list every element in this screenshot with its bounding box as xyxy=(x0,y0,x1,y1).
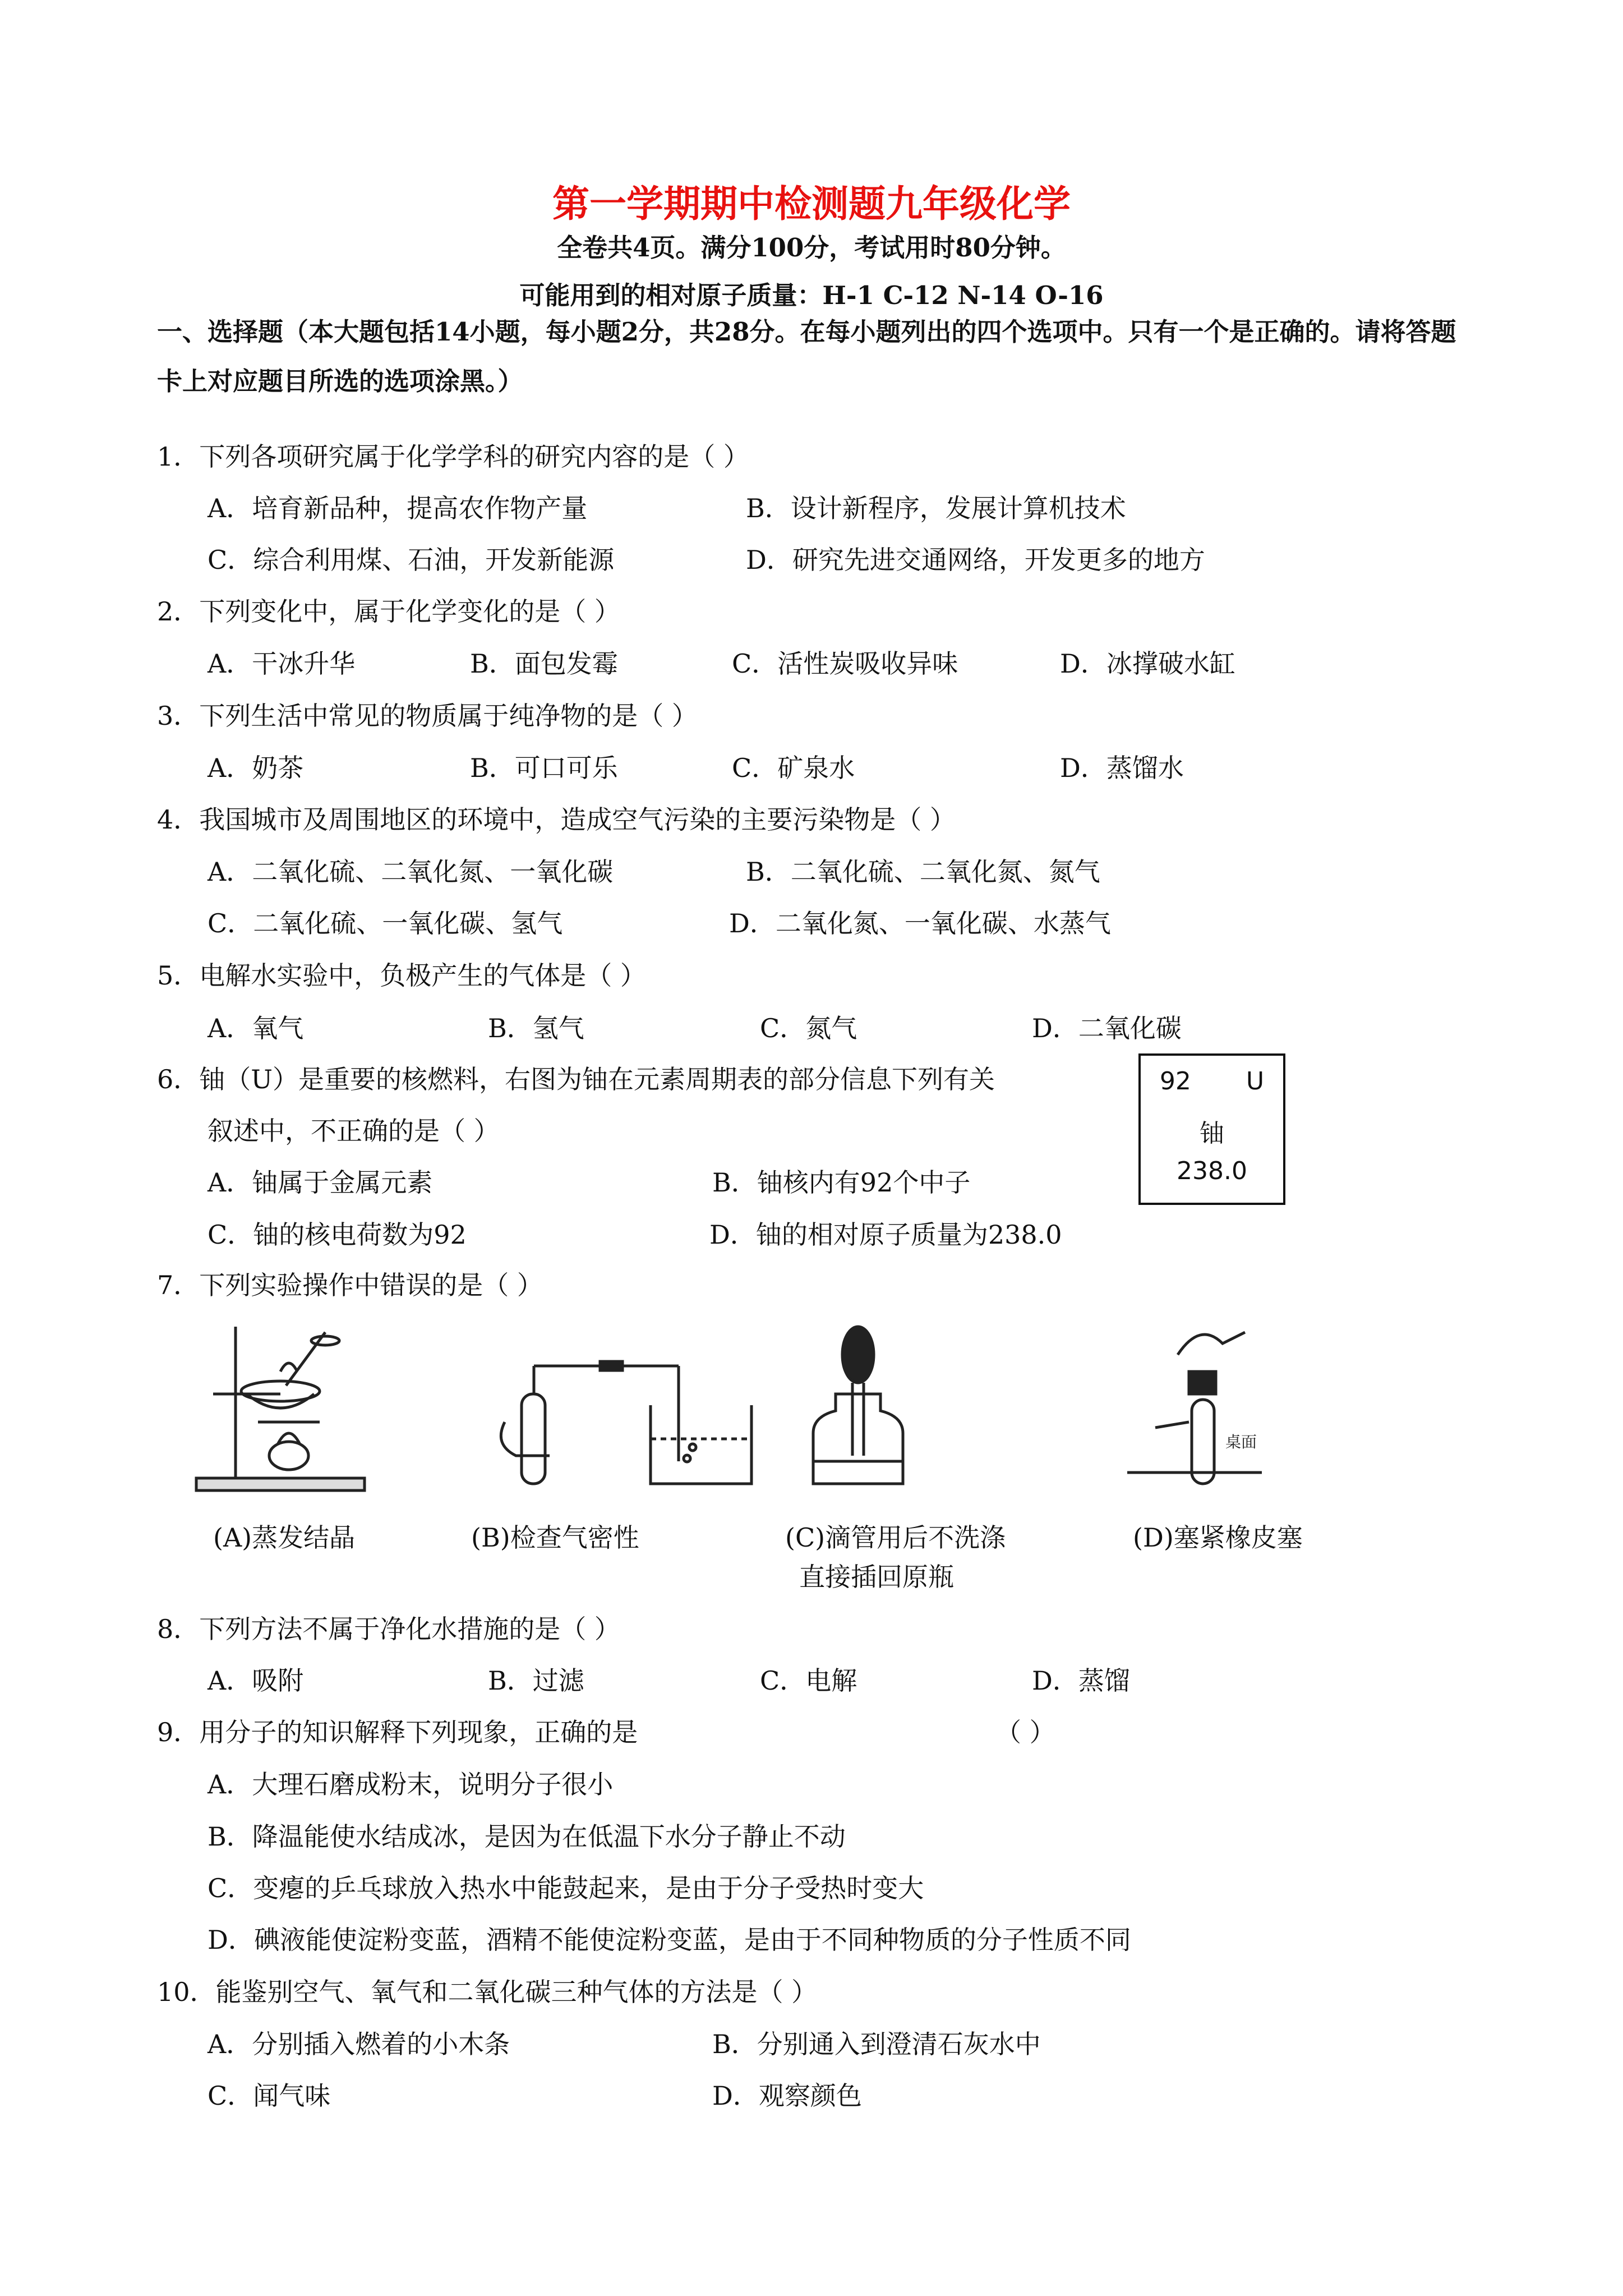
q3-option-a: A．奶茶 xyxy=(208,753,304,783)
question-7-stem: 7．下列实验操作中错误的是（ ） xyxy=(157,1270,543,1300)
q4-option-c: C．二氧化硫、一氧化碳、氢气 xyxy=(208,908,563,938)
q2-option-a: A．干冰升华 xyxy=(208,648,356,679)
question-9-stem: 9．用分子的知识解释下列现象，正确的是 xyxy=(157,1717,638,1747)
section-instruction: 一、选择题（本大题包括14小题，每小题2分，共28分。在每小题列出的四个选项中。只有一个是正确的。请将答题卡上对应题目所选的选项涂黑。） xyxy=(157,317,1456,396)
q1-option-d: D．研究先进交通网络，开发更多的地方 xyxy=(746,545,1205,575)
q9-option-b: B．降温能使水结成冰，是因为在低温下水分子静止不动 xyxy=(208,1821,846,1852)
q2-option-b: B．面包发霉 xyxy=(470,648,618,679)
exam-info: 全卷共4页。满分100分，考试用时80分钟。 xyxy=(557,233,1066,263)
q9-option-c: C．变瘪的乒乓球放入热水中能鼓起来，是由于分子受热时变大 xyxy=(208,1873,924,1903)
question-6-stem: 6．铀（U）是重要的核燃料，右图为铀在元素周期表的部分信息下列有关 xyxy=(157,1064,995,1094)
question-10-stem: 10．能鉴别空气、氧气和二氧化碳三种气体的方法是（ ） xyxy=(157,1977,818,2007)
element-card-uranium xyxy=(1138,1053,1285,1205)
q8-option-c: C．电解 xyxy=(760,1665,857,1696)
question-3-stem: 3．下列生活中常见的物质属于纯净物的是（ ） xyxy=(157,701,698,731)
caption-a: (A)蒸发结晶 xyxy=(213,1522,356,1553)
q10-option-b: B．分别通入到澄清石灰水中 xyxy=(712,2029,1041,2059)
q2-option-c: C．活性炭吸收异味 xyxy=(732,648,958,679)
q5-option-d: D．二氧化碳 xyxy=(1032,1013,1182,1043)
q8-option-d: D．蒸馏 xyxy=(1032,1665,1130,1696)
figure-c-dropper-bottle xyxy=(813,1327,903,1484)
question-8-stem: 8．下列方法不属于净化水措施的是（ ） xyxy=(157,1614,620,1644)
figure-b-airtight-check xyxy=(501,1361,751,1484)
question-1-stem: 1．下列各项研究属于化学学科的研究内容的是（ ） xyxy=(157,441,749,472)
question-4-stem: 4．我国城市及周围地区的环境中，造成空气污染的主要污染物是（ ） xyxy=(157,804,956,835)
q3-option-d: D．蒸馏水 xyxy=(1060,753,1184,783)
q10-option-d: D．观察颜色 xyxy=(712,2081,862,2111)
q5-option-c: C．氮气 xyxy=(760,1013,857,1043)
q10-option-a: A．分别插入燃着的小木条 xyxy=(208,2029,510,2059)
q6-option-b: B．铀核内有92个中子 xyxy=(712,1167,971,1198)
lab-operations-figure xyxy=(157,1310,1265,1495)
q6-option-a: A．铀属于金属元素 xyxy=(208,1167,433,1198)
q1-option-b: B．设计新程序，发展计算机技术 xyxy=(746,493,1126,523)
q6-option-d: D．铀的相对原子质量为238.0 xyxy=(709,1220,1062,1250)
q10-option-c: C．闻气味 xyxy=(208,2081,331,2111)
q1-option-c: C．综合利用煤、石油，开发新能源 xyxy=(208,545,615,575)
q1-option-a: A．培育新品种，提高农作物产量 xyxy=(208,493,588,523)
q6-option-c: C．铀的核电荷数为92 xyxy=(208,1220,467,1250)
question-5-stem: 5．电解水实验中，负极产生的气体是（ ） xyxy=(157,960,646,991)
page-title: 第一学期期中检测题九年级化学 xyxy=(552,182,1071,226)
caption-c-line2: 直接插回原瓶 xyxy=(799,1562,954,1592)
q4-option-d: D．二氧化氮、一氧化碳、水蒸气 xyxy=(729,908,1111,938)
q5-option-a: A．氧气 xyxy=(208,1013,304,1043)
q5-option-b: B．氢气 xyxy=(488,1013,584,1043)
element-symbol: U xyxy=(1246,1067,1265,1096)
q9-option-a: A．大理石磨成粉末，说明分子很小 xyxy=(208,1769,614,1800)
figure-table-label: 桌面 xyxy=(1225,1433,1257,1451)
atomic-mass: 238.0 xyxy=(1177,1157,1247,1185)
element-name: 铀 xyxy=(1200,1119,1224,1148)
q8-option-b: B．过滤 xyxy=(488,1665,584,1696)
atomic-number: 92 xyxy=(1159,1067,1191,1096)
figure-a-evaporation xyxy=(196,1327,365,1490)
q9-option-d: D．碘液能使淀粉变蓝，酒精不能使淀粉变蓝，是由于不同种物质的分子性质不同 xyxy=(208,1925,1131,1955)
q8-option-a: A．吸附 xyxy=(208,1665,304,1696)
q2-option-d: D．冰撑破水缸 xyxy=(1060,648,1235,679)
q4-option-b: B．二氧化硫、二氧化氮、氮气 xyxy=(746,857,1100,887)
question-9-blank: （ ） xyxy=(995,1717,1055,1747)
caption-d: (D)塞紧橡皮塞 xyxy=(1133,1522,1303,1553)
q4-option-a: A．二氧化硫、二氧化氮、一氧化碳 xyxy=(208,857,614,887)
atomic-masses: 可能用到的相对原子质量：H-1 C-12 N-14 O-16 xyxy=(519,280,1104,310)
question-2-stem: 2．下列变化中，属于化学变化的是（ ） xyxy=(157,596,620,627)
question-6-stem-cont: 叙述中，不正确的是（ ） xyxy=(208,1116,500,1146)
caption-c: (C)滴管用后不洗涤 xyxy=(785,1522,1006,1553)
figure-d-rubber-stopper xyxy=(1127,1332,1262,1484)
caption-b: (B)检查气密性 xyxy=(471,1522,639,1553)
q3-option-c: C．矿泉水 xyxy=(732,753,855,783)
q3-option-b: B．可口可乐 xyxy=(470,753,618,783)
